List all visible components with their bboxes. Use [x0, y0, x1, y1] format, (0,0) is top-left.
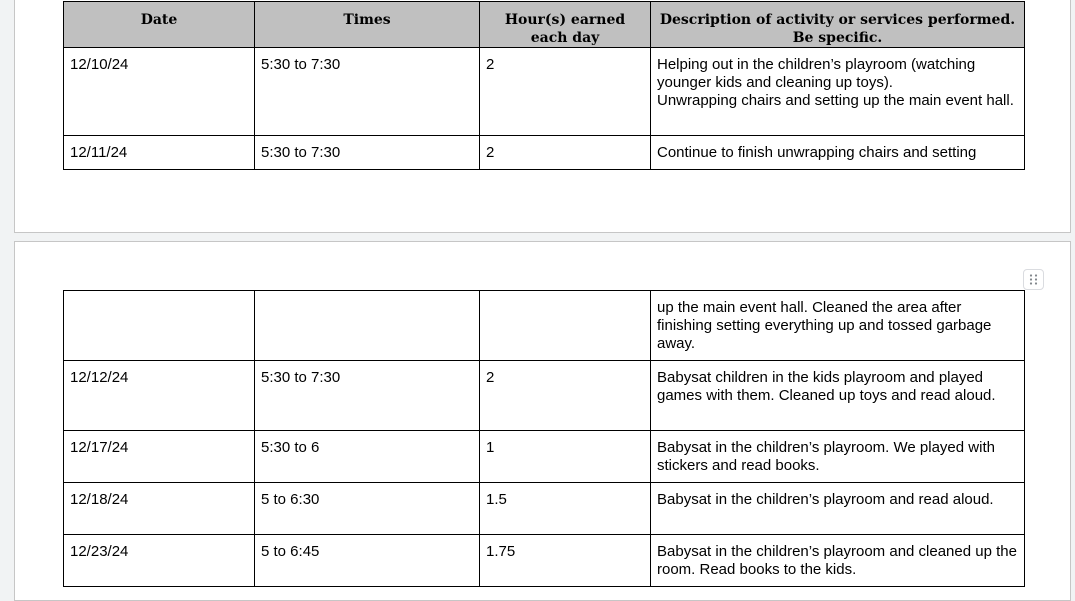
cell-hours[interactable]: 1: [480, 431, 651, 483]
table-drag-handle[interactable]: [1023, 269, 1044, 290]
cell-date[interactable]: 12/10/24: [64, 48, 255, 136]
description-line: Babysat in the children’s playroom and read aloud.: [657, 491, 994, 508]
table-row: [64, 361, 1025, 431]
cell-description[interactable]: [651, 136, 1025, 170]
cell-times[interactable]: 5 to 6:30: [255, 483, 480, 535]
cell-times[interactable]: 5:30 to 7:30: [255, 136, 480, 170]
header-date[interactable]: Date: [64, 2, 255, 48]
cell-times[interactable]: 5:30 to 7:30: [255, 361, 480, 431]
description-line: up the main event hall. Cleaned the area after finishing setting everything up and tossed garbage away.: [657, 299, 992, 352]
cell-description[interactable]: [651, 431, 1025, 483]
cell-description[interactable]: [651, 361, 1025, 431]
document-page-2: [14, 241, 1071, 601]
cell-hours[interactable]: 2: [480, 361, 651, 431]
table-row: [64, 431, 1025, 483]
description-line: Unwrapping chairs and setting up the main event hall.: [657, 92, 1014, 109]
cell-hours[interactable]: 2: [480, 48, 651, 136]
header-hours[interactable]: Hour(s) earned each day: [480, 2, 651, 48]
cell-date[interactable]: 12/12/24: [64, 361, 255, 431]
cell-times[interactable]: 5:30 to 6: [255, 431, 480, 483]
drag-handle-icon: [1029, 274, 1038, 285]
description-line: Babysat in the children’s playroom. We played with stickers and read books.: [657, 439, 995, 474]
cell-times[interactable]: 5 to 6:45: [255, 535, 480, 587]
table-row: [64, 535, 1025, 587]
table-row: [64, 291, 1025, 361]
header-description[interactable]: Description of activity or services performed. Be specific.: [651, 2, 1025, 48]
description-line: Continue to finish unwrapping chairs and setting: [657, 144, 977, 161]
cell-date[interactable]: 12/17/24: [64, 431, 255, 483]
description-line: Babysat in the children’s playroom and cleaned up the room. Read books to the kids.: [657, 543, 1017, 578]
cell-hours[interactable]: 1.5: [480, 483, 651, 535]
volunteer-hours-table-page-2: [63, 290, 1025, 587]
description-line: Babysat children in the kids playroom and played games with them. Cleaned up toys and read aloud.: [657, 369, 996, 404]
table-row: [64, 136, 1025, 170]
table-row: [64, 48, 1025, 136]
volunteer-hours-table-page-1: [63, 1, 1025, 170]
cell-times[interactable]: 5:30 to 7:30: [255, 48, 480, 136]
header-times[interactable]: Times: [255, 2, 480, 48]
cell-date[interactable]: 12/11/24: [64, 136, 255, 170]
cell-description[interactable]: [651, 483, 1025, 535]
cell-date[interactable]: 12/18/24: [64, 483, 255, 535]
table-header-row: [64, 2, 1025, 48]
cell-hours[interactable]: [480, 291, 651, 361]
cell-description[interactable]: [651, 48, 1025, 136]
table-row: [64, 483, 1025, 535]
cell-date[interactable]: [64, 291, 255, 361]
cell-hours[interactable]: 2: [480, 136, 651, 170]
cell-description[interactable]: [651, 291, 1025, 361]
document-page-1: [14, 0, 1071, 233]
cell-date[interactable]: 12/23/24: [64, 535, 255, 587]
cell-times[interactable]: [255, 291, 480, 361]
cell-hours[interactable]: 1.75: [480, 535, 651, 587]
description-line: Helping out in the children’s playroom (watching younger kids and cleaning up toys).: [657, 56, 976, 91]
cell-description[interactable]: [651, 535, 1025, 587]
